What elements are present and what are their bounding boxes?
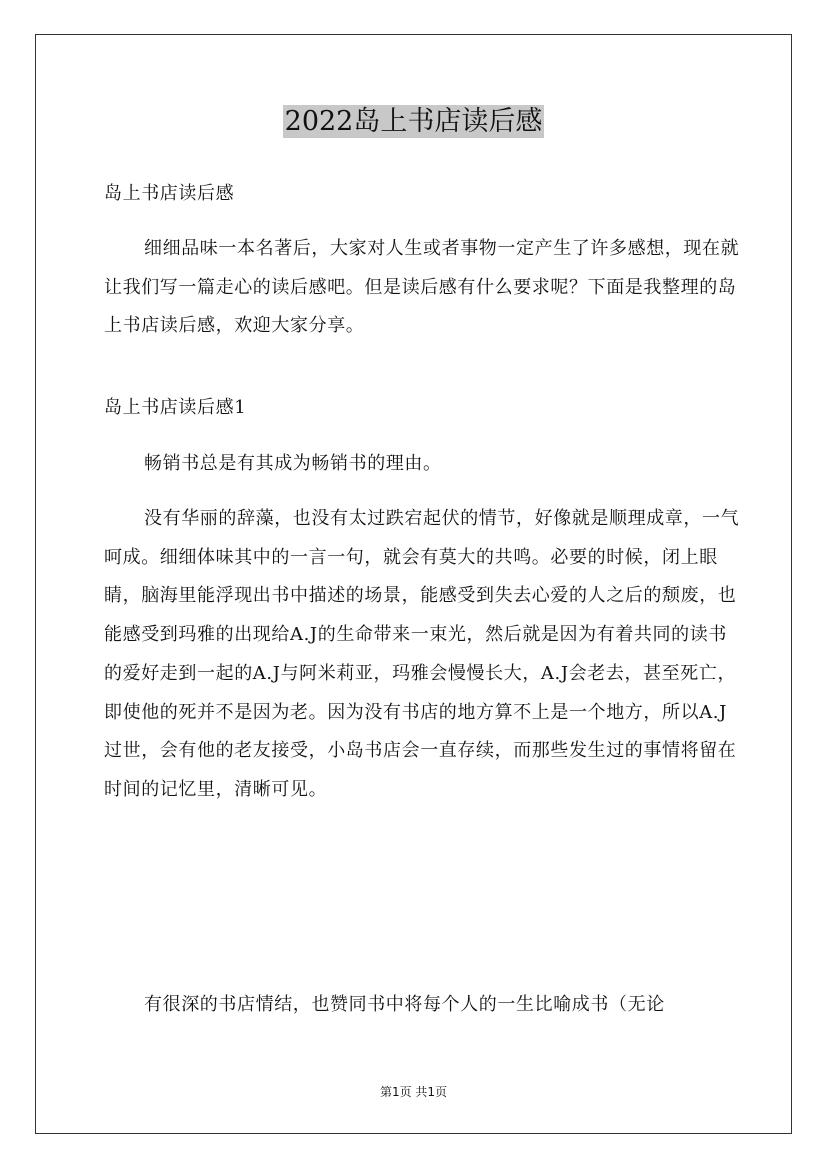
document-title: [0, 104, 827, 140]
subheading: 岛上书店读后感: [104, 183, 235, 204]
document-title-text: 2022岛上书店读后感: [284, 106, 543, 137]
intro-paragraph: 细细品味一本名著后，大家对人生或者事物一定产生了许多感想，现在就让我们写一篇走心的读后感吧。但是读后感有什么要求呢？下面是我整理的岛上书店读后感，欢迎大家分享。: [104, 238, 740, 337]
paragraph-1: 畅销书总是有其成为畅销书的理由。: [144, 453, 442, 474]
section-heading-1: 岛上书店读后感1: [104, 397, 247, 418]
paragraph-3: 有很深的书店情结，也赞同书中将每个人的一生比喻成书（无论: [144, 994, 665, 1015]
paragraph-2: 没有华丽的辞藻，也没有太过跌宕起伏的情节，好像就是顺理成章，一气呵成。细细体味其中的一言一句，就会有莫大的共鸣。必要的时候，闭上眼睛，脑海里能浮现出书中描述的场景，能感受到失去心爱的人之后的颓废，也能感受到玛雅的出现给A.J的生命带来一束光，然后就是因为有着共同的读书的爱好走到一起的A.J与阿米莉亚，玛雅会慢慢长大，A.J会老去，甚至死亡，即使他的死并不是因为老。因为没有书店的地方算不上是一个地方，所以A.J过世，会有他的老友接受，小岛书店会一直存续，而那些发生过的事情将留在时间的记忆里，清晰可见。: [104, 508, 740, 800]
page-footer: 第1页 共1页: [379, 1085, 448, 1099]
